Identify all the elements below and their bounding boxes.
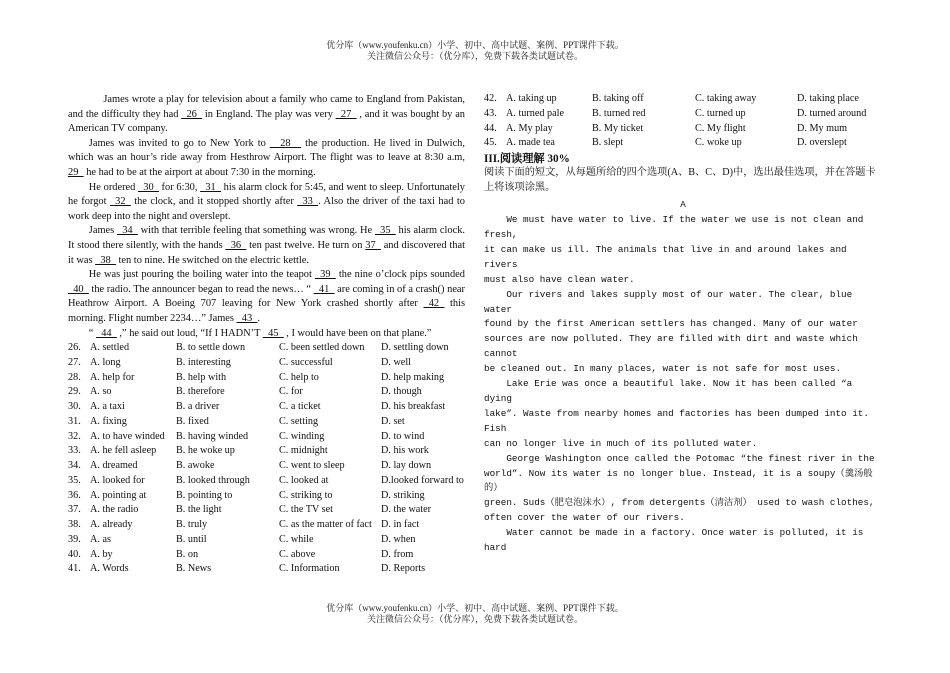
cloze-section [68, 93, 465, 577]
footer-line-2: 关注微信公众号：（优分库），免费下载各类试题试卷。 [366, 614, 583, 624]
question-row [68, 400, 464, 415]
answer-blank: _34_ [117, 225, 138, 237]
question-number: 36. [68, 489, 81, 501]
question-number: 37. [68, 504, 81, 516]
page-header [0, 40, 950, 62]
option-d: D. lay down [381, 460, 432, 472]
option-a: A. already [90, 519, 133, 531]
option-b: B. on [176, 548, 199, 560]
passage-line [484, 288, 882, 318]
option-b: B. fixed [176, 415, 209, 427]
option-b: B. help with [176, 371, 227, 383]
option-c: C. Information [279, 563, 340, 575]
option-c: C. been settled down [279, 342, 365, 354]
passage-line [484, 332, 882, 362]
passage-text: ten to nine. He switched on the electric kettle. [115, 254, 309, 266]
option-d: D. his breakfast [381, 401, 446, 413]
option-d: D. well [381, 356, 411, 368]
question-number: 30. [68, 401, 81, 413]
option-b: B. turned red [592, 107, 646, 119]
option-d: D. striking [381, 489, 425, 501]
passage-line-text: sources are now polluted. They are filled with dirt and waste which cannot [484, 333, 858, 360]
question-row [68, 415, 464, 430]
option-a: A. taking up [506, 93, 557, 104]
option-a: A. the radio [90, 504, 139, 516]
option-a: A. fixing [90, 415, 127, 427]
option-c: C. went to sleep [279, 460, 345, 472]
answer-blank: _45_ [262, 327, 284, 339]
option-b: B. until [176, 533, 207, 545]
answer-blank: _32_ [109, 196, 131, 208]
question-number: 28. [68, 371, 81, 383]
passage-text: ,” he said out loud, “If I HADN’T [116, 327, 263, 339]
answer-blank: _40_ [68, 283, 89, 295]
option-a: A. as [90, 533, 111, 545]
question-row [68, 459, 464, 474]
passage-line-text: Lake Erie was once a beautiful lake. Now it has been called “a dying [484, 378, 853, 404]
cloze-paragraph [68, 93, 465, 137]
option-d: D. overslept [797, 137, 847, 149]
passage-text: James was invited to go to New York to [88, 137, 270, 149]
question-row [68, 385, 464, 400]
option-a: A. long [90, 356, 121, 368]
question-number: 31. [68, 415, 81, 427]
option-c: C. My flight [695, 122, 746, 134]
option-d: D. from [381, 548, 414, 560]
passage-text: He was just pouring the boiling water into the teapot [88, 269, 315, 281]
passage-line [484, 511, 882, 526]
passage-text: ten past twelve. He turn on [246, 239, 366, 251]
option-c: C. help to [279, 371, 319, 383]
question-number: 40. [68, 548, 81, 560]
option-b: B. truly [176, 519, 208, 531]
option-c: C. turned up [695, 107, 746, 119]
cloze-paragraph [68, 137, 465, 181]
passage-text: this morning. Flight number 2234…” James [68, 298, 465, 324]
passage-line-text: Water cannot be made in a factory. Once water is polluted, it is hard [484, 527, 864, 554]
option-a: A. he fell asleep [90, 445, 157, 457]
header-line-1: 优分库（www.youfenku.cn）小学、初中、高中试题、案例、PPT课件下载。 [326, 40, 624, 50]
option-d: D. settling down [381, 342, 449, 354]
passage-line-text: often cover the water of our rivers. [484, 512, 685, 524]
passage-line-text: lake”. Waste from nearby homes and factories has been dumped into it. Fish [484, 407, 869, 434]
footer-line-1: 优分库（www.youfenku.cn）小学、初中、高中试题、案例、PPT课件下载。 [326, 603, 624, 613]
passage-text: he had to be at the airport at about 7:30 in the morning. [83, 166, 316, 178]
passage-text: James wrote a play for television about a family who came to England from Pakistan, and the difficulty they had [68, 94, 465, 120]
answer-blank: _35_ [374, 225, 396, 237]
answer-blank: _33_ [297, 196, 319, 208]
question-row [68, 371, 464, 386]
option-c: C. while [279, 533, 314, 545]
option-a: A. dreamed [90, 460, 138, 472]
question-row [68, 518, 464, 533]
question-row [68, 444, 464, 459]
option-b: B. slept [592, 137, 624, 149]
option-c: C. striking to [279, 489, 333, 501]
passage-text: the clock, and it stopped shortly after [130, 196, 298, 208]
passage-text: James [88, 225, 117, 237]
question-row [484, 137, 866, 152]
passage-text: his alarm clock. It stood there silently, with the hands [68, 225, 466, 251]
answer-blank: _26_ [181, 108, 203, 120]
question-number: 27. [68, 356, 81, 368]
answer-blank: _41_ [313, 283, 335, 295]
question-number: 29. [68, 386, 81, 398]
option-c: C. woke up [695, 137, 742, 149]
answer-blank: _44_ [96, 327, 117, 339]
passage-line-text: it can make us ill. The animals that live in and around lakes and rivers [484, 243, 847, 270]
passage-line [484, 243, 882, 273]
passage-line-text: can no longer live in much of its polluted water. [484, 437, 758, 449]
passage-line-text: Our rivers and lakes supply most of our water. The clear, blue water [484, 288, 853, 315]
passage-text: the production. He lived in Dulwich, which was an hour’s ride away from Hesthrow Airport. The flight was to leave at 8:30 a.m, [68, 137, 465, 164]
passage-line [484, 377, 882, 407]
passage-line [484, 437, 882, 452]
answer-blank: _27_ [335, 108, 357, 120]
question-number: 44. [484, 122, 497, 134]
option-c: C. for [279, 386, 303, 398]
passage-text: . Also the driver of the taxi had to work deep into the night and overslept. [68, 196, 465, 222]
passage-line-text: We must have water to live. If the water we use is not clean and fresh, [484, 214, 864, 240]
option-b: B. interesting [176, 356, 231, 368]
option-c: C. the TV set [279, 504, 333, 516]
option-b: B. looked through [176, 474, 250, 486]
passage-line-text: George Washington once called the Potomac “the finest river in the [506, 452, 875, 464]
cloze-paragraph [68, 327, 465, 342]
option-d: D. My mum [797, 122, 848, 134]
question-row [68, 356, 464, 371]
question-number: 45. [484, 137, 497, 149]
question-row [68, 548, 464, 563]
option-a: A. to have winded [90, 430, 165, 442]
answer-blank: _42_ [423, 298, 445, 310]
passage-line-text: found by the first American settlers has changed. Many of our water [484, 318, 858, 330]
option-b: B. a driver [176, 401, 220, 413]
passage-text: the nine o’clock pips sounded [335, 269, 465, 281]
option-c: C. successful [279, 356, 333, 368]
option-d: D. taking place [797, 93, 859, 104]
passage-line [484, 452, 882, 467]
option-a: A. pointing at [90, 489, 147, 501]
question-number: 39. [68, 533, 81, 545]
option-d: D. his work [381, 445, 429, 457]
option-c: C. as the matter of fact [279, 519, 372, 531]
option-b: B. News [176, 563, 212, 575]
question-row [484, 93, 866, 108]
option-b: B. My ticket [592, 122, 644, 134]
option-d: D. help making [381, 371, 445, 383]
passage-text: “ [88, 327, 97, 339]
option-d: D.looked forward to [381, 474, 464, 486]
right-column [484, 93, 882, 556]
option-c: C. midnight [279, 445, 328, 457]
answer-blank: _43_ [236, 312, 258, 324]
option-c: C. taking away [695, 93, 757, 104]
option-d: D. though [381, 386, 422, 398]
passage-line [484, 273, 882, 288]
option-d: D. turned around [797, 107, 867, 119]
passage-line [484, 526, 882, 556]
passage-text: his alarm clock for 5:45, and went to sleep. Unfortunately he forgot [68, 181, 465, 208]
option-b: B. to settle down [176, 342, 246, 354]
passage-line [484, 362, 882, 377]
reading-passage [484, 213, 882, 556]
option-a: A. Words [90, 563, 129, 575]
question-number: 26. [68, 342, 81, 354]
option-a: A. by [90, 548, 113, 560]
answer-blank: 29_ [68, 166, 84, 178]
passage-text: in England. The play was very [202, 108, 336, 120]
option-a: A. turned pale [506, 107, 564, 119]
option-b: B. the light [176, 504, 222, 516]
passage-line [484, 213, 882, 243]
passage-text: the radio. The announcer began to read the news… “ [88, 283, 314, 295]
option-c: C. setting [279, 415, 319, 427]
option-a: A. help for [90, 371, 135, 383]
question-number: 33. [68, 445, 81, 457]
header-line-2: 关注微信公众号：（优分库），免费下载各类试题试卷。 [366, 51, 583, 61]
option-c: C. looked at [279, 474, 329, 486]
option-c: C. above [279, 548, 316, 560]
page-footer [0, 603, 950, 625]
question-row [484, 123, 866, 138]
answer-blank: _31_ [200, 181, 221, 193]
section-instruction: 阅读下面的短文，从每题所给的四个选项(A、B、C、D)中，选出最佳选项，并在答题卡上将该项涂黑。 [484, 167, 876, 193]
option-c: C. winding [279, 430, 325, 442]
question-number: 35. [68, 474, 81, 486]
section-title: III.阅读理解 30% [484, 153, 570, 165]
passage-text: , I would have been on that plane.” [283, 327, 432, 339]
cloze-options-table [68, 341, 464, 577]
option-a: A. settled [90, 342, 130, 354]
question-number: 38. [68, 519, 81, 531]
option-b: B. therefore [176, 386, 225, 398]
question-number: 41. [68, 563, 81, 575]
question-row [68, 489, 464, 504]
passage-text: , and it was bought by an American TV company. [68, 108, 465, 135]
passage-line-text: must also have clean water. [484, 273, 635, 285]
answer-blank: _36_ [225, 239, 247, 251]
question-row [68, 562, 464, 577]
question-number: 34. [68, 460, 81, 472]
passage-text: He ordered [88, 181, 139, 193]
option-b: B. he woke up [176, 445, 235, 457]
option-a: A. made tea [506, 137, 555, 149]
passage-line-text: world”. Now its water is no longer blue. Instead, it is a soupy（羹汤般的） [484, 467, 873, 494]
question-row [68, 503, 464, 518]
passage-line [484, 467, 882, 497]
passage-label: A [680, 199, 686, 211]
passage-line-text: green. Suds（肥皂泡沫水）, from detergents（清洁剂） used to wash clothes, [484, 497, 875, 509]
passage-line [484, 407, 882, 437]
answer-blank: _30_ [138, 181, 159, 193]
question-row [68, 474, 464, 489]
option-a: A. a taxi [90, 401, 125, 413]
option-d: D. when [381, 533, 416, 545]
cloze-paragraph [68, 268, 465, 326]
option-d: D. to wind [381, 430, 425, 442]
question-row [68, 341, 464, 356]
question-number: 32. [68, 430, 81, 442]
question-number: 42. [484, 93, 497, 104]
option-d: D. the water [381, 504, 432, 516]
passage-text: with that terrible feeling that something was wrong. He [137, 225, 375, 237]
question-row [68, 430, 464, 445]
option-a: A. looked for [90, 474, 145, 486]
option-b: B. taking off [592, 93, 644, 104]
question-row [484, 108, 866, 123]
option-d: D. Reports [381, 563, 426, 575]
passage-text: and discovered that it was [68, 239, 465, 266]
option-d: D. in fact [381, 519, 420, 531]
passage-line-text: be cleaned out. In many places, water is not safe for most uses. [484, 363, 842, 375]
question-number: 43. [484, 107, 497, 119]
passage-text: for 6:30, [158, 181, 201, 193]
cloze-paragraph [68, 181, 465, 225]
passage-text: are coming in of a crash() near Heathrow Airport. A Boeing 707 leaving for New York crashed shortly after [68, 283, 465, 310]
option-b: B. pointing to [176, 489, 233, 501]
passage-line [484, 496, 882, 511]
option-b: B. awoke [176, 460, 215, 472]
option-c: C. a ticket [279, 401, 321, 413]
passage-line [484, 317, 882, 332]
option-a: A. My play [506, 122, 553, 134]
passage-text: . [257, 312, 260, 324]
option-a: A. so [90, 386, 112, 398]
answer-blank: __28__ [269, 137, 302, 149]
cloze-paragraph [68, 224, 465, 268]
answer-blank: _39_ [314, 269, 336, 281]
cloze-options-table-continued [484, 93, 866, 152]
question-row [68, 533, 464, 548]
cloze-passage [68, 93, 465, 341]
option-b: B. having winded [176, 430, 249, 442]
option-d: D. set [381, 415, 405, 427]
answer-blank: _38_ [95, 254, 116, 266]
answer-blank: 37_ [365, 239, 381, 251]
